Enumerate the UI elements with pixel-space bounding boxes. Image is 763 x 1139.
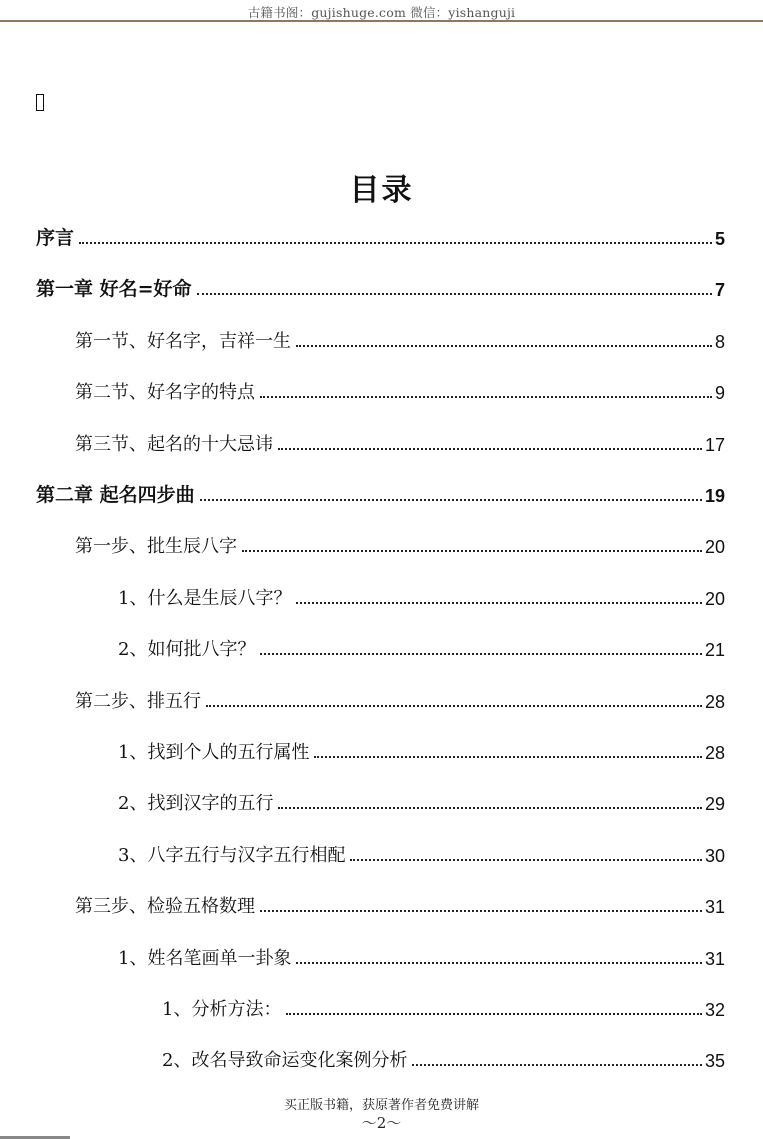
toc-entry[interactable] (75, 374, 725, 404)
toc-entry[interactable] (75, 683, 725, 713)
toc-dot-leader (296, 962, 702, 964)
toc-entry-label: 1、找到个人的五行属性 (118, 742, 310, 763)
toc-dot-leader (296, 345, 712, 347)
toc-entry[interactable] (118, 734, 725, 764)
toc-dot-leader (242, 550, 702, 552)
toc-entry[interactable] (118, 837, 725, 867)
footer-note: 买正版书籍，获原著作者免费讲解 (283, 1098, 479, 1113)
toc-entry-label: 第一节、好名字，吉祥一生 (75, 330, 291, 352)
toc-dot-leader (200, 499, 702, 501)
toc-entry-label: 1、姓名笔画单一卦象 (118, 947, 292, 969)
toc-entry-page: 7 (714, 280, 725, 301)
toc-entry[interactable] (118, 580, 725, 610)
toc-entry-label: 1、分析方法： (162, 999, 282, 1020)
toc-entry-label: 第二章 起名四步曲 (36, 484, 195, 506)
toc-dot-leader (260, 653, 702, 655)
toc-entry-label: 第三节、起名的十大忌讳 (75, 433, 273, 455)
toc-entry[interactable] (36, 220, 725, 250)
toc-entry-page: 32 (704, 1000, 725, 1020)
footer-page-number: ～2～ (361, 1114, 402, 1132)
toc-entry-page: 35 (704, 1051, 725, 1072)
missing-glyph-box (36, 94, 44, 111)
toc-entry-page: 8 (714, 331, 725, 352)
toc-entry[interactable] (118, 940, 725, 970)
toc-entry-page: 21 (704, 640, 725, 661)
toc-entry-label: 第三步、检验五格数理 (75, 896, 255, 918)
toc-dot-leader (412, 1064, 702, 1066)
toc-entry-label: 第二节、好名字的特点 (75, 382, 255, 404)
toc-entry[interactable] (75, 528, 725, 558)
toc-entry-page: 20 (704, 588, 725, 609)
toc-entry[interactable] (118, 631, 725, 661)
toc-entry-label: 2、如何批八字？ (118, 639, 256, 661)
toc-entry-page: 28 (704, 691, 725, 712)
toc-dot-leader (296, 602, 702, 604)
toc-title: 目录 (349, 173, 414, 208)
toc-entry-page: 20 (704, 537, 725, 558)
toc-entry[interactable] (162, 991, 725, 1021)
toc-dot-leader (260, 910, 702, 912)
toc-entry-label: 2、找到汉字的五行 (118, 793, 274, 815)
toc-dot-leader (206, 705, 702, 707)
toc-entry-label: 1、什么是生辰八字？ (118, 587, 292, 609)
toc-entry[interactable] (75, 888, 725, 918)
toc-entry-page: 5 (714, 229, 725, 249)
toc-entry-label: 2、改名导致命运变化案例分析 (162, 1050, 408, 1072)
toc-dot-leader (260, 396, 712, 398)
toc-dot-leader (350, 859, 702, 861)
toc-entry[interactable] (36, 271, 725, 301)
toc-entry-page: 9 (714, 383, 725, 404)
toc-dot-leader (278, 807, 702, 809)
toc-entry[interactable] (75, 323, 725, 353)
toc-dot-leader (197, 293, 712, 295)
toc-dot-leader (286, 1013, 702, 1015)
toc-entry-page: 29 (704, 794, 725, 815)
toc-entry-label: 第二步、排五行 (75, 690, 201, 712)
toc-entry-page: 31 (704, 897, 725, 918)
header-divider (0, 20, 763, 22)
toc-entry[interactable] (75, 426, 725, 456)
toc-entry-page: 31 (704, 948, 725, 969)
toc-entry[interactable] (162, 1042, 725, 1072)
toc-entry[interactable] (36, 477, 725, 507)
header-watermark-text: 古籍书阁：gujishuge.com 微信：yishanguji (247, 5, 516, 20)
toc-entry-page: 30 (704, 845, 725, 866)
toc-dot-leader (278, 448, 702, 450)
page-header (0, 0, 763, 22)
toc-entry-page: 28 (704, 743, 725, 763)
toc-entry-label: 序言 (36, 227, 75, 249)
toc-entry-page: 19 (704, 486, 725, 506)
toc-entry[interactable] (118, 785, 725, 815)
toc-entry-label: 第一步、批生辰八字 (75, 536, 237, 558)
toc-entry-label: 3、八字五行与汉字五行相配 (118, 844, 346, 866)
toc-entry-page: 17 (704, 434, 725, 455)
toc-dot-leader (79, 242, 712, 244)
toc-entry-label: 第一章 好名=好命 (36, 278, 192, 301)
toc-dot-leader (314, 756, 702, 758)
